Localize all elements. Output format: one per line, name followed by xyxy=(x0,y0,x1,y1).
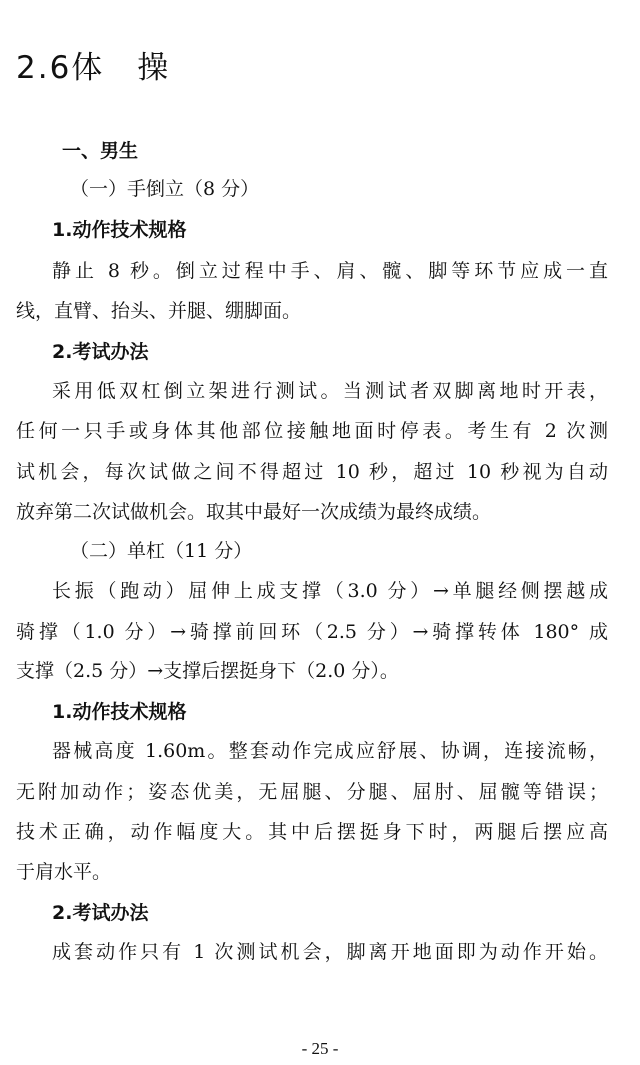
subsection-title-handstand: （一）手倒立（8 分） xyxy=(70,178,260,200)
paragraph-line: 任何一只手或身体其他部位接触地面时停表。考生有 2 次测 xyxy=(16,420,608,442)
paragraph-line: 技术正确，动作幅度大。其中后摆挺身下时，两腿后摆应高 xyxy=(16,821,608,843)
section-title: 2.6体 操 xyxy=(16,50,171,86)
heading-exam-method: 2.考试办法 xyxy=(52,341,149,363)
paragraph-line: 于肩水平。 xyxy=(16,861,112,883)
heading-male: 一、男生 xyxy=(62,140,139,162)
paragraph-line: 骑撑（1.0 分）→骑撑前回环（2.5 分）→骑撑转体 180° 成 xyxy=(16,621,608,643)
paragraph-line: 支撑（2.5 分）→支撑后摆挺身下（2.0 分）。 xyxy=(16,660,399,682)
paragraph-line: 无附加动作；姿态优美，无屈腿、分腿、屈肘、屈髋等错误； xyxy=(16,781,608,803)
paragraph-line: 长振（跑动）屈伸上成支撑（3.0 分）→单腿经侧摆越成 xyxy=(52,580,608,602)
heading-technical-spec: 1.动作技术规格 xyxy=(52,219,187,241)
paragraph-line: 成套动作只有 1 次测试机会，脚离开地面即为动作开始。 xyxy=(52,941,608,963)
subsection-title-horizontal-bar: （二）单杠（11 分） xyxy=(70,540,253,562)
paragraph-line: 放弃第二次试做机会。取其中最好一次成绩为最终成绩。 xyxy=(16,501,492,523)
paragraph-line: 静止 8 秒。倒立过程中手、肩、髋、脚等环节应成一直 xyxy=(52,260,608,282)
heading-technical-spec: 1.动作技术规格 xyxy=(52,701,187,723)
paragraph-line: 试机会，每次试做之间不得超过 10 秒，超过 10 秒视为自动 xyxy=(16,461,608,483)
paragraph-line: 线，直臂、抬头、并腿、绷脚面。 xyxy=(16,300,302,322)
heading-exam-method: 2.考试办法 xyxy=(52,902,149,924)
paragraph-line: 采用低双杠倒立架进行测试。当测试者双脚离地时开表， xyxy=(52,380,608,402)
paragraph-line: 器械高度 1.60m。整套动作完成应舒展、协调，连接流畅， xyxy=(52,740,608,762)
page-number: - 25 - xyxy=(301,1039,339,1058)
